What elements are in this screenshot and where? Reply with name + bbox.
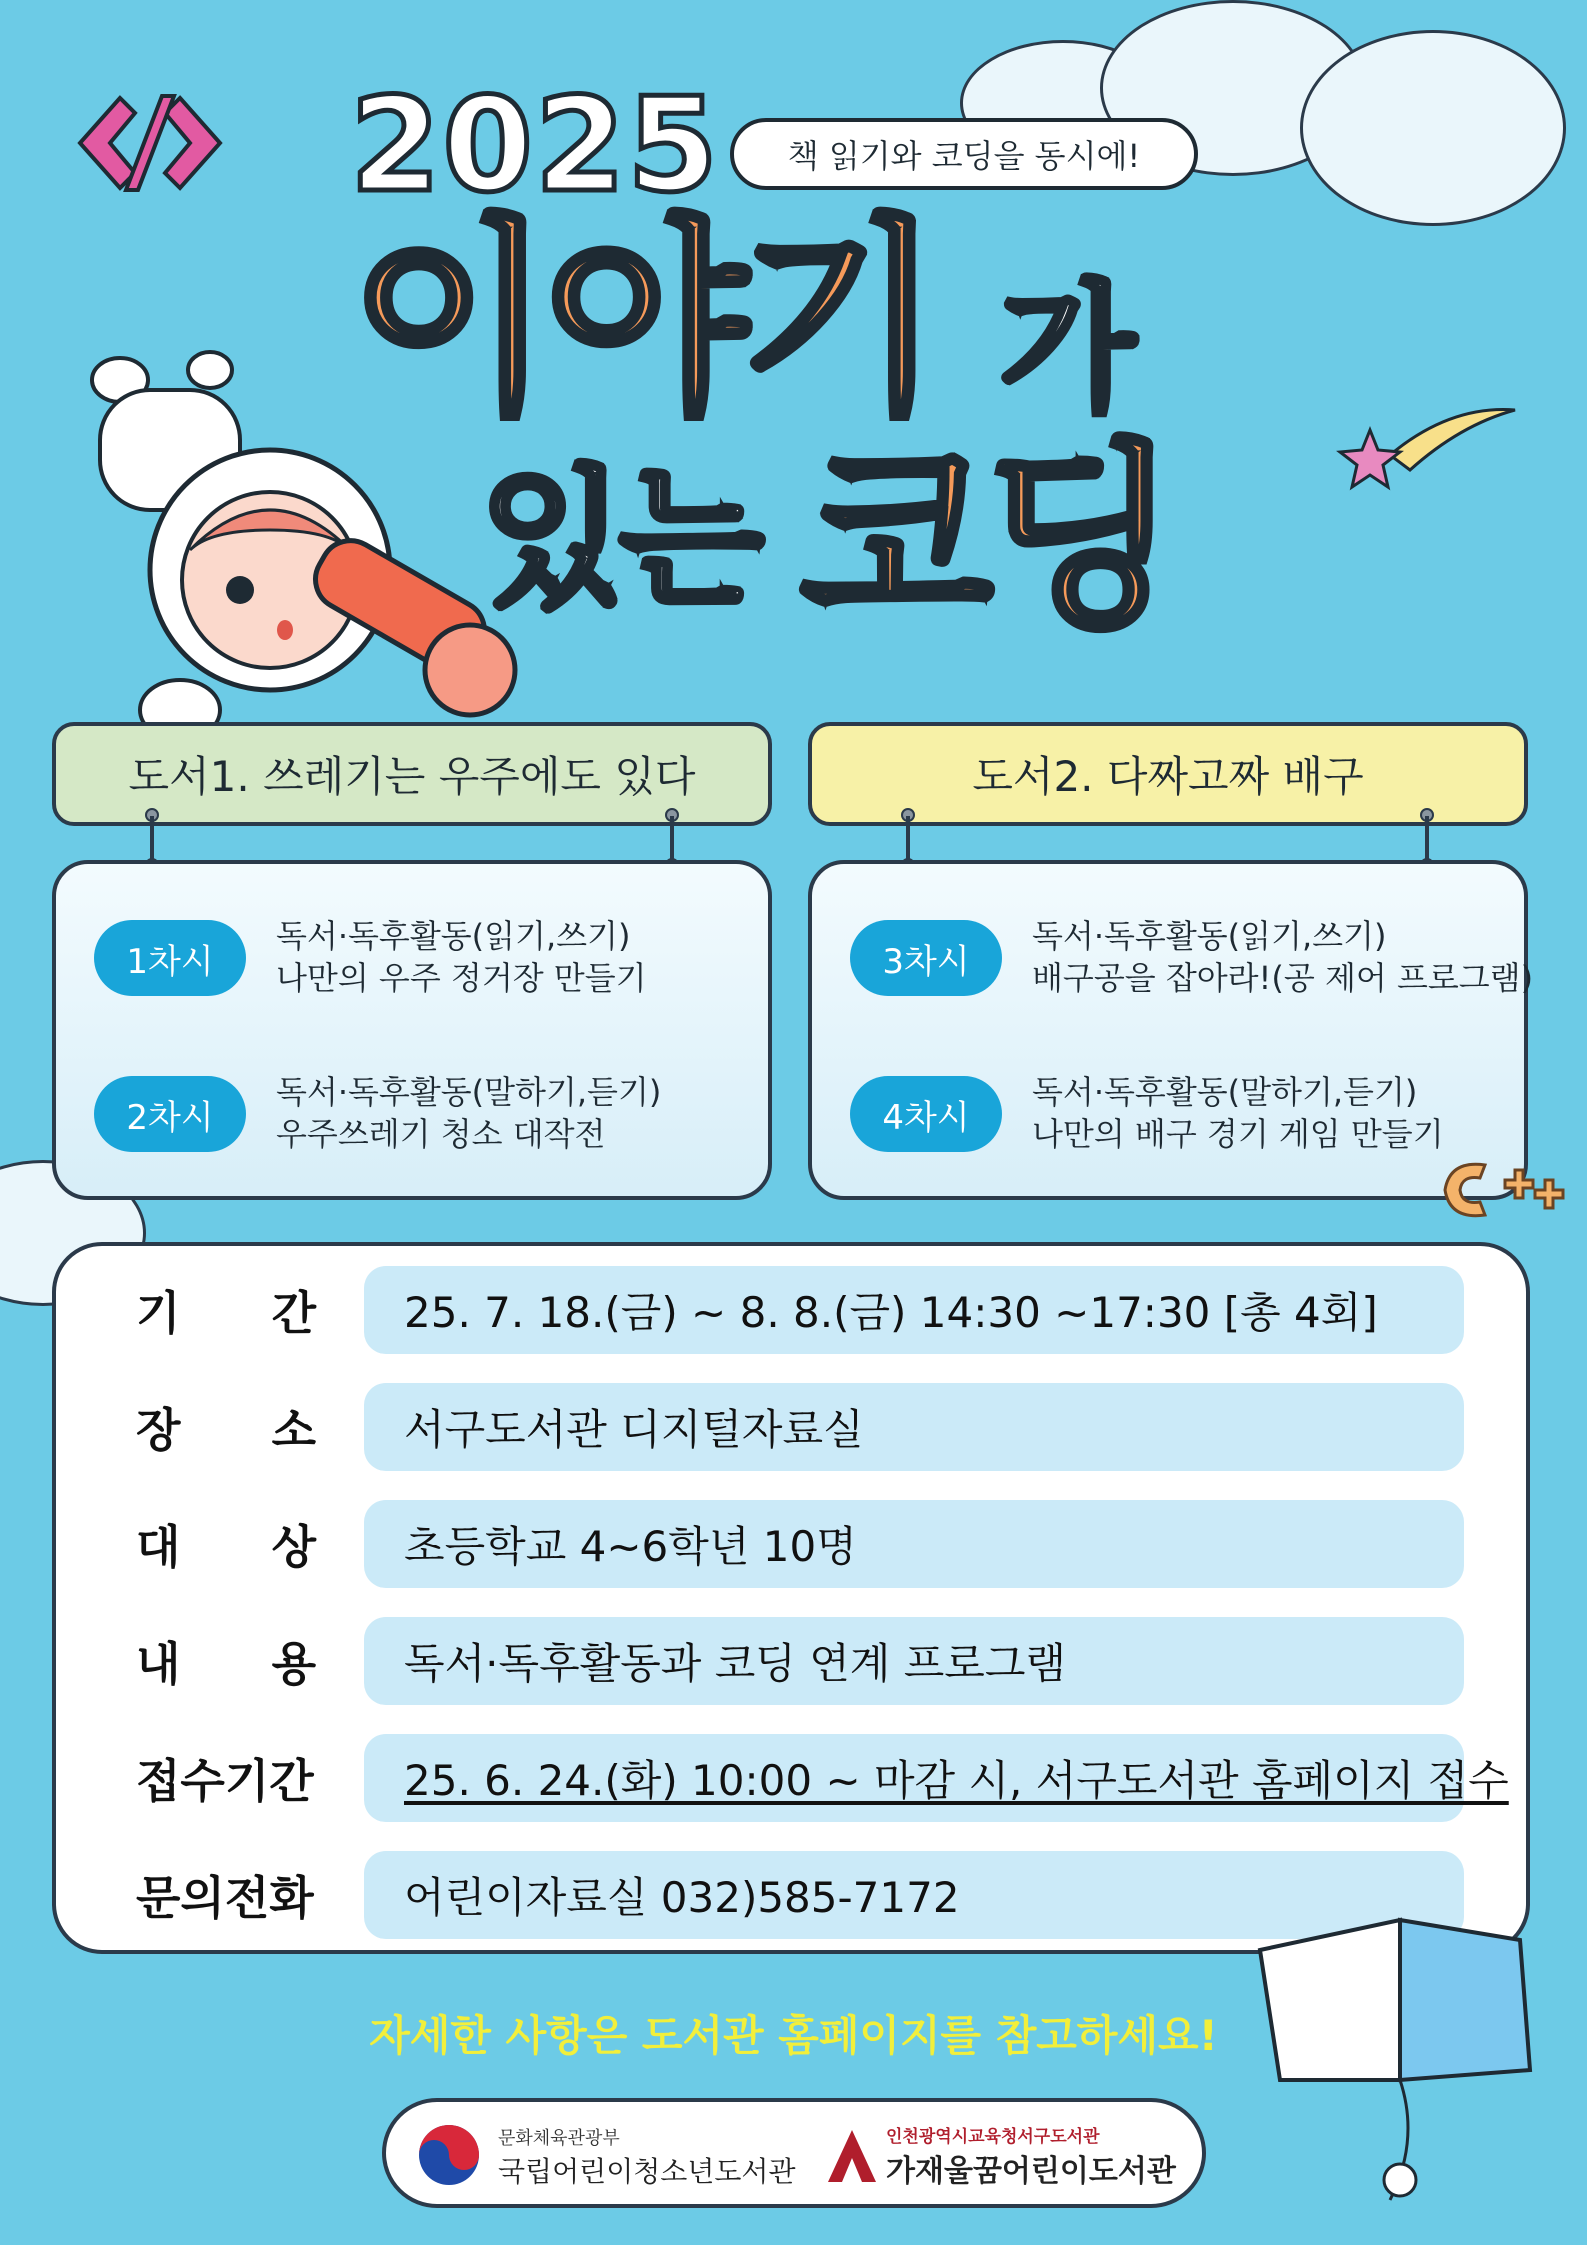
- title-part-coding: 코딩: [800, 423, 1171, 656]
- session-text: [276, 916, 647, 1000]
- year-title: 2025: [350, 69, 720, 221]
- info-label: [136, 1500, 316, 1588]
- book2-title: 도서2. 다짜고짜 배구: [808, 722, 1528, 826]
- apply-value[interactable]: [364, 1734, 1509, 1822]
- target-value: 초등학교 4~6학년 10명: [364, 1500, 1464, 1588]
- session-badge: 2차시: [94, 1076, 246, 1152]
- session-item: [94, 1072, 661, 1156]
- session-activity: 독서·독후활동(말하기,듣기): [1032, 1073, 1418, 1111]
- label-char: 상: [271, 1520, 316, 1574]
- session-item: [94, 916, 647, 1000]
- info-row-period: [56, 1266, 1526, 1354]
- session-item: [850, 916, 1533, 1000]
- label-char: 기: [136, 1286, 181, 1340]
- label-char: 장: [136, 1403, 181, 1457]
- contact-value: 어린이자료실 032)585-7172: [364, 1851, 1464, 1939]
- code-icon: [70, 88, 230, 198]
- label-char: 내: [136, 1637, 181, 1691]
- session-text: [1032, 916, 1533, 1000]
- info-row-apply: [56, 1734, 1526, 1822]
- book1-card: [52, 860, 772, 1200]
- info-panel: [52, 1242, 1530, 1954]
- logo-pill: [382, 2098, 1206, 2208]
- label-char: 대: [136, 1520, 181, 1574]
- info-row-place: [56, 1383, 1526, 1471]
- info-label: 문의전화: [136, 1871, 314, 1925]
- label-char: 간: [271, 1286, 316, 1340]
- session-project: 나만의 우주 정거장 만들기: [276, 959, 647, 997]
- label-char: 용: [271, 1637, 316, 1691]
- book1-title: 도서1. 쓰레기는 우주에도 있다: [52, 722, 772, 826]
- session-item: [850, 1072, 1444, 1156]
- apply-link[interactable]: 25. 6. 24.(화) 10:00 ~ 마감 시, 서구도서관 홈페이지 접수: [404, 1756, 1509, 1805]
- info-row-target: [56, 1500, 1526, 1588]
- info-label: [136, 1617, 316, 1705]
- korea-emblem-icon: [416, 2122, 482, 2188]
- book2-card: [808, 860, 1534, 1200]
- shooting-star-icon: [1330, 395, 1520, 505]
- session-activity: 독서·독후활동(말하기,듣기): [276, 1073, 662, 1111]
- session-text: [1032, 1072, 1444, 1156]
- logo2-org: 인천광역시교육청서구도서관: [886, 2127, 1100, 2147]
- info-label: [136, 1383, 316, 1471]
- session-project: 나만의 배구 경기 게임 만들기: [1032, 1115, 1444, 1153]
- cloud-illustration: [1300, 30, 1566, 226]
- cpp-icon: [1430, 1150, 1570, 1230]
- session-activity: 독서·독후활동(읽기,쓰기): [1032, 917, 1387, 955]
- title-part-story: 이야기: [350, 197, 935, 442]
- content-value: 독서·독후활동과 코딩 연계 프로그램: [364, 1617, 1464, 1705]
- session-activity: 독서·독후활동(읽기,쓰기): [276, 917, 631, 955]
- slogan-pill: 책 읽기와 코딩을 동시에!: [730, 118, 1198, 190]
- logo1-library: 국립어린이청소년도서관: [498, 2155, 796, 2188]
- session-badge: 1차시: [94, 920, 246, 996]
- label-char: 소: [271, 1403, 316, 1457]
- place-value: 서구도서관 디지털자료실: [364, 1383, 1464, 1471]
- footer-note: 자세한 사항은 도서관 홈페이지를 참고하세요!: [369, 2011, 1218, 2060]
- session-badge: 3차시: [850, 920, 1002, 996]
- session-text: [276, 1072, 661, 1156]
- session-badge: 4차시: [850, 1076, 1002, 1152]
- astronaut-illustration: [40, 340, 530, 760]
- session-project: 우주쓰레기 청소 대작전: [276, 1115, 606, 1153]
- logo2-library: 가재울꿈어린이도서관: [886, 2154, 1176, 2189]
- period-value: 25. 7. 18.(금) ~ 8. 8.(금) 14:30 ~17:30 [총 4회]: [364, 1266, 1464, 1354]
- info-row-content: [56, 1617, 1526, 1705]
- book-kite-illustration: [1250, 1880, 1540, 2210]
- session-project: 배구공을 잡아라!(공 제어 프로그램): [1032, 959, 1534, 997]
- title-part-particle: 가: [1000, 268, 1136, 431]
- logo1-ministry: 문화체육관광부: [498, 2128, 620, 2149]
- info-label: 접수기간: [136, 1754, 314, 1808]
- info-label: [136, 1266, 316, 1354]
- title-part-with: 있는: [480, 453, 758, 627]
- library-logo-icon: [826, 2128, 878, 2184]
